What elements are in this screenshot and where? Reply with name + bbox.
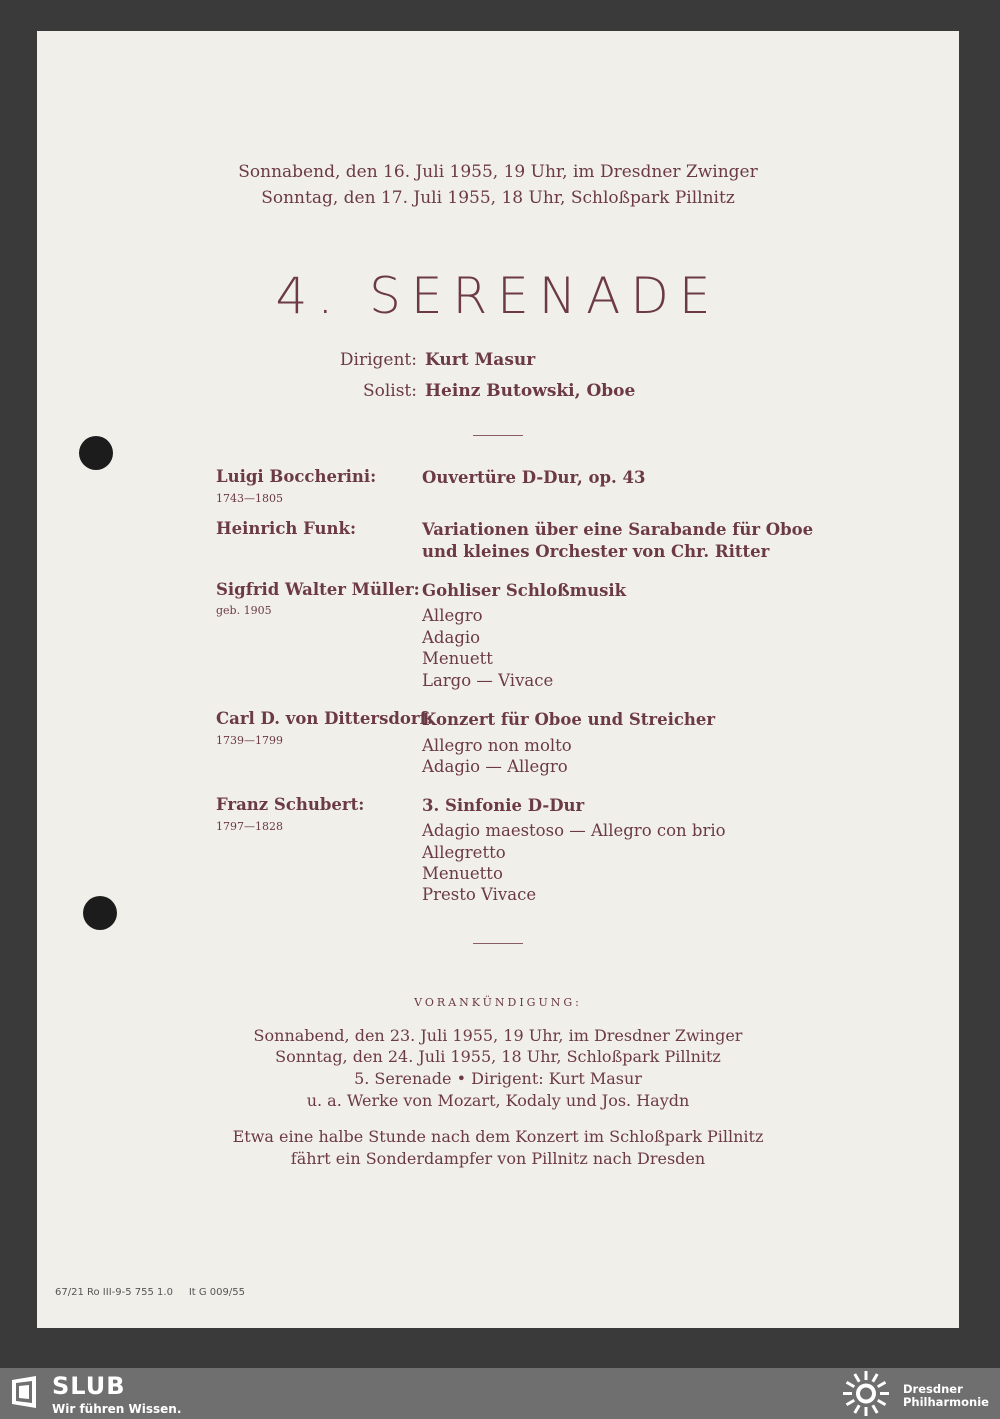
page-title: 4. SERENADE [275, 267, 721, 325]
announcement-line: Sonntag, den 24. Juli 1955, 18 Uhr, Schloßpark Pillnitz [275, 1047, 721, 1066]
header-line-2: Sonntag, den 17. Juli 1955, 18 Uhr, Schloßpark Pillnitz [261, 188, 735, 208]
program-sheet [37, 31, 959, 1328]
movement: Adagio — Allegro [422, 757, 568, 776]
movement: Adagio [422, 628, 481, 647]
conductor-name: Kurt Masur [425, 350, 536, 370]
soloist-name: Heinz Butowski, Oboe [425, 381, 636, 401]
composer-name: Luigi Boccherini: [216, 467, 377, 486]
composer-name: Heinrich Funk: [216, 519, 357, 538]
partner-name[interactable] [903, 1383, 989, 1409]
movement: Adagio maestoso — Allegro con brio [422, 821, 726, 840]
work-title-line-2: und kleines Orchester von Chr. Ritter [422, 542, 770, 561]
philharmonie-logo-icon [840, 1370, 892, 1417]
slub-name[interactable]: SLUB [52, 1372, 126, 1400]
header-line-1: Sonnabend, den 16. Juli 1955, 19 Uhr, im Dresdner Zwinger [238, 162, 758, 182]
movement: Allegro non molto [422, 736, 572, 755]
partner-line-2: Philharmonie [903, 1395, 989, 1409]
work-title: Ouvertüre D-Dur, op. 43 [422, 468, 646, 487]
composer-name: Franz Schubert: [216, 795, 365, 814]
composer-name: Carl D. von Dittersdorf: [216, 709, 433, 728]
work-title: Konzert für Oboe und Streicher [422, 710, 716, 729]
announcement-line: u. a. Werke von Mozart, Kodaly und Jos. Haydn [306, 1091, 690, 1110]
divider [473, 943, 523, 944]
divider [473, 435, 523, 436]
announcement-heading: VORANKÜNDIGUNG: [414, 996, 582, 1009]
composer-years: 1797—1828 [216, 820, 283, 833]
announcement-line: 5. Serenade • Dirigent: Kurt Masur [354, 1069, 642, 1088]
movement: Menuett [422, 649, 493, 668]
slub-tagline: Wir führen Wissen. [52, 1402, 182, 1416]
movement: Presto Vivace [422, 885, 537, 904]
punch-hole-top [79, 436, 113, 470]
work-title: 3. Sinfonie D-Dur [422, 796, 585, 815]
conductor-label: Dirigent: [339, 350, 417, 370]
print-code: 67/21 Ro III-9-5 755 1.0 It G 009/55 [55, 1287, 245, 1298]
composer-years: geb. 1905 [216, 604, 272, 617]
partner-line-1: Dresdner [903, 1382, 963, 1396]
announcement-line: Sonnabend, den 23. Juli 1955, 19 Uhr, im Dresdner Zwinger [253, 1026, 743, 1045]
movement: Menuetto [422, 864, 503, 883]
footer-bar [0, 1368, 1000, 1419]
movement: Allegro [422, 606, 483, 625]
punch-hole-bottom [83, 896, 117, 930]
movement: Largo — Vivace [422, 671, 554, 690]
composer-years: 1743—1805 [216, 492, 283, 505]
composer-name: Sigfrid Walter Müller: [216, 580, 420, 599]
work-title: Variationen über eine Sarabande für Oboe [422, 520, 814, 539]
soloist-label: Solist: [362, 381, 417, 401]
announcement-note: Etwa eine halbe Stunde nach dem Konzert im Schloßpark Pillnitz [232, 1127, 764, 1146]
announcement-note: fährt ein Sonderdampfer von Pillnitz nach Dresden [290, 1149, 706, 1168]
composer-years: 1739—1799 [216, 734, 283, 747]
movement: Allegretto [422, 843, 506, 862]
slub-logo-icon [10, 1374, 40, 1410]
work-title: Gohliser Schloßmusik [422, 581, 627, 600]
